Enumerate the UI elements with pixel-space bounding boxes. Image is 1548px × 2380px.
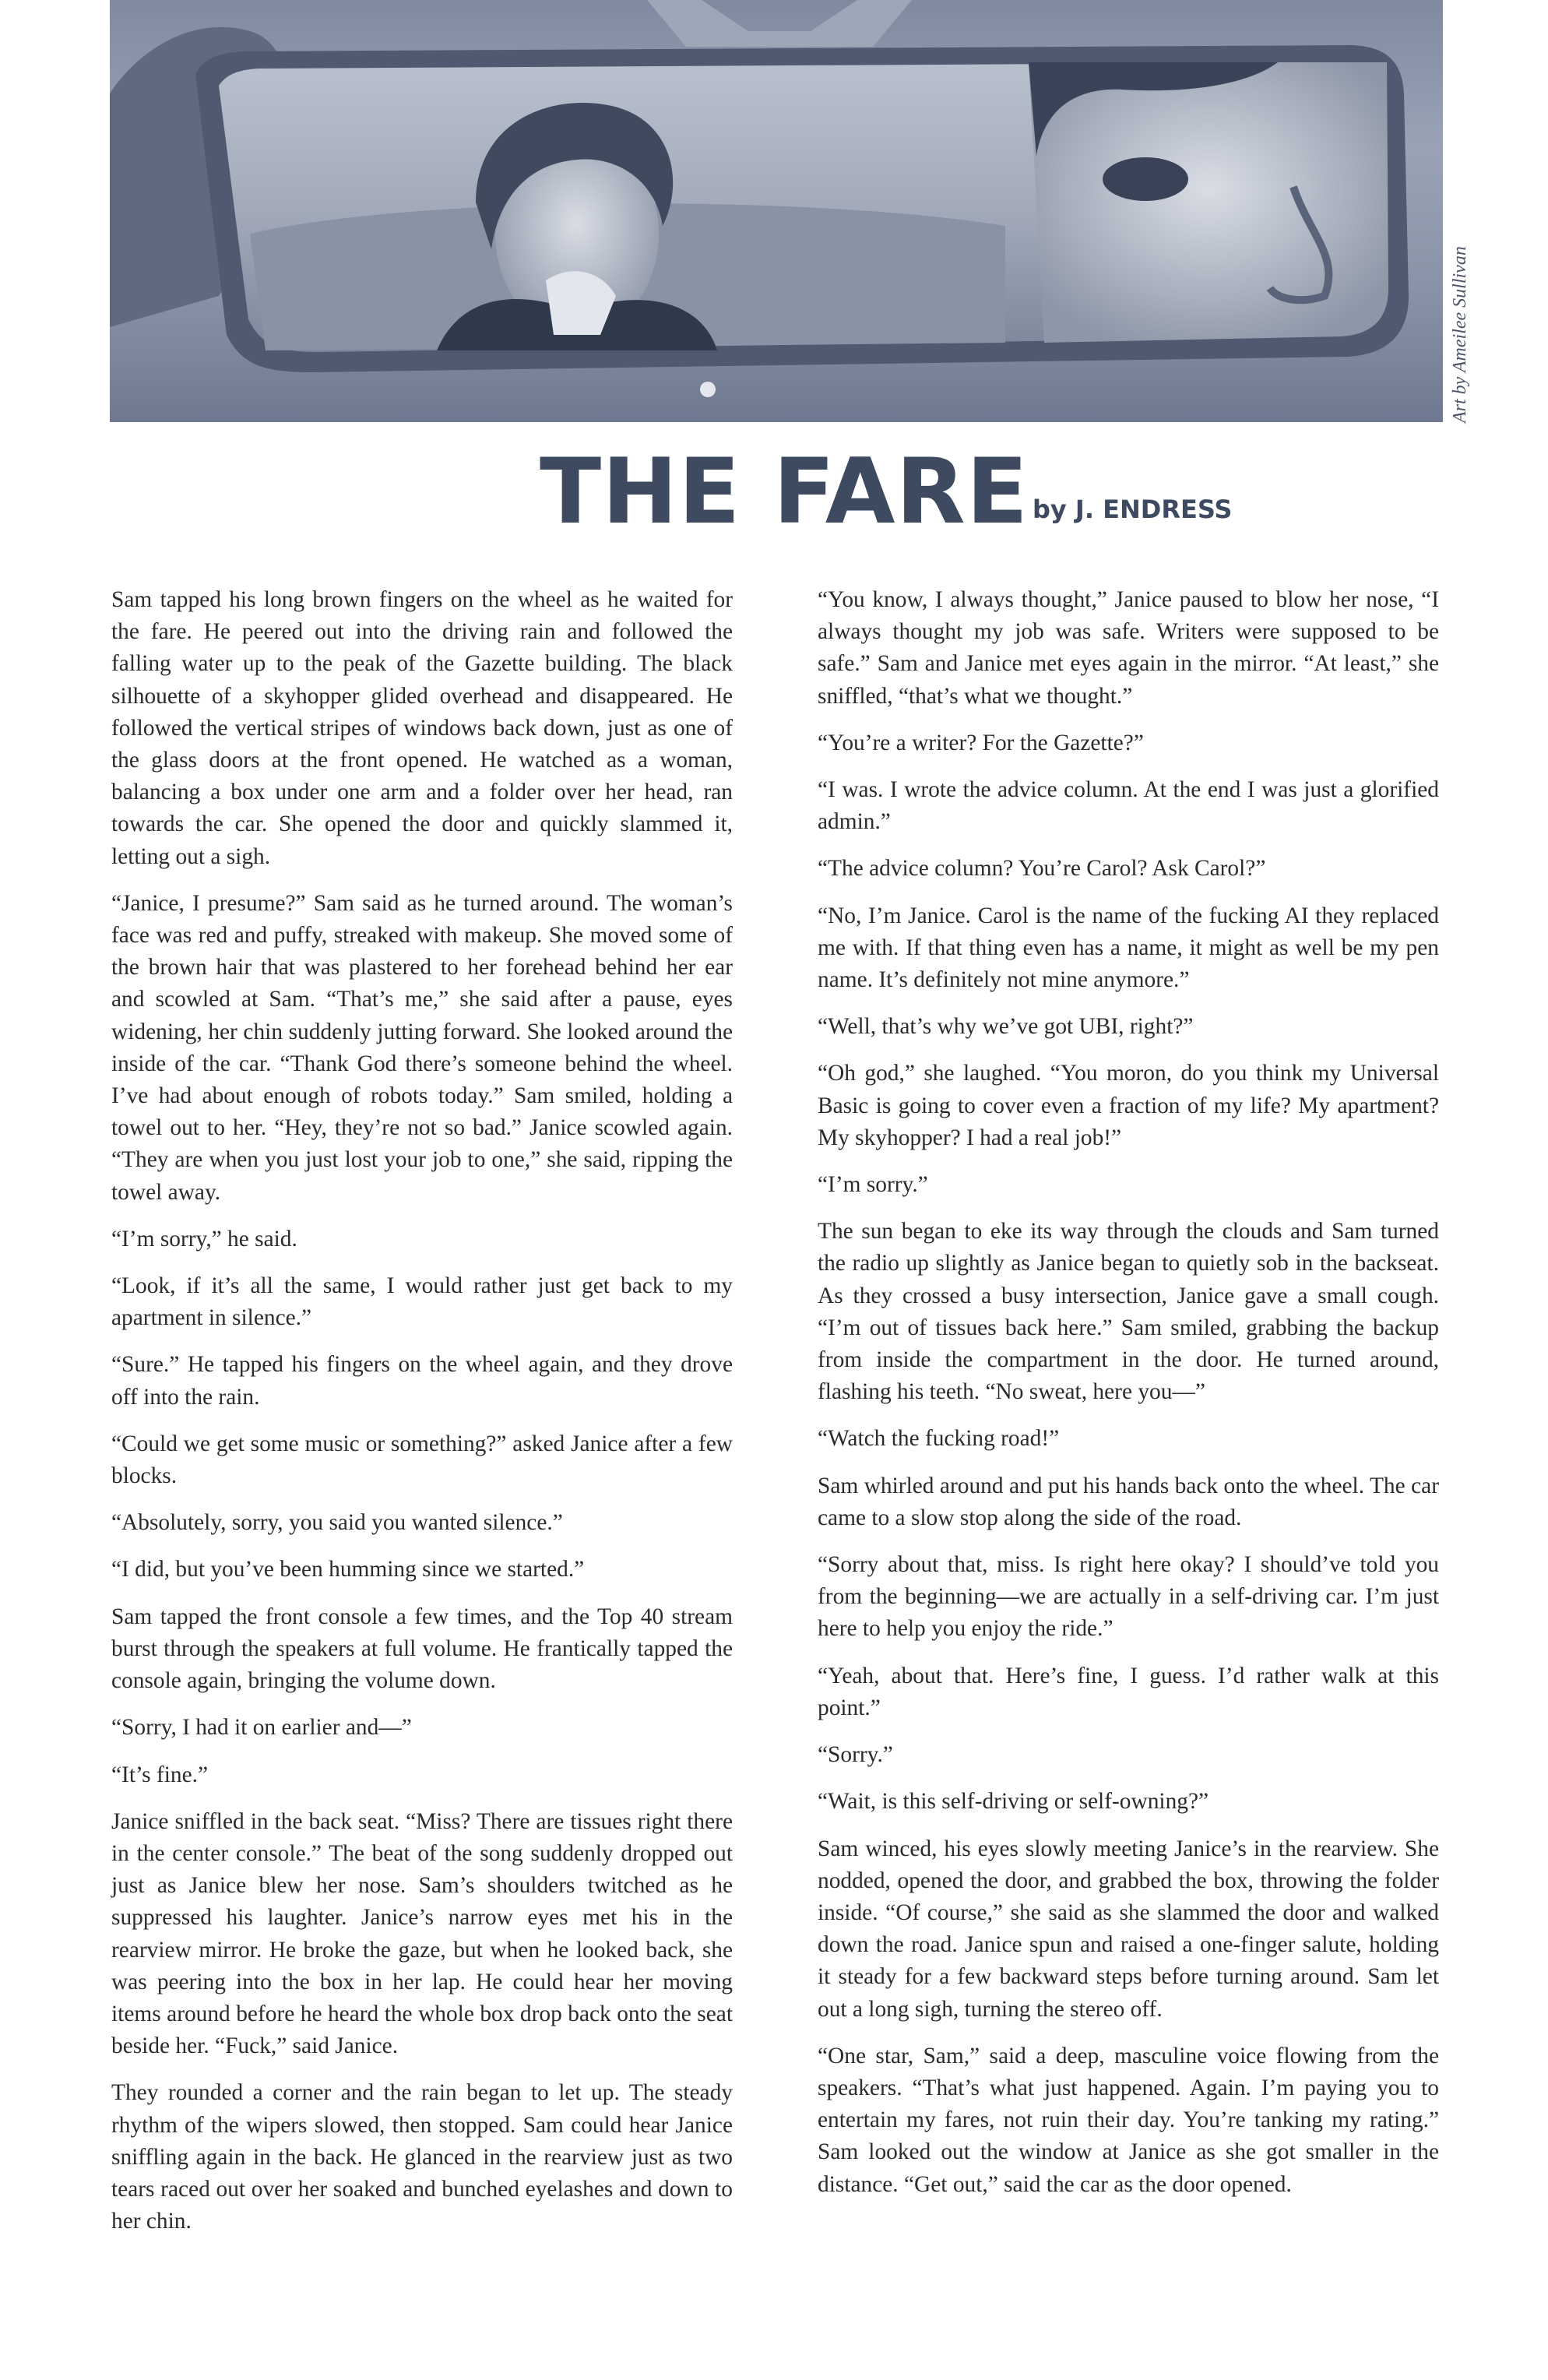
- paragraph: “I was. I wrote the advice column. At the end I was just a glorified admin.”: [818, 777, 1439, 835]
- paragraph: “You know, I always thought,” Janice paused to blow her nose, “I always thought my job was safe. Writers were supposed to be safe.” Sam and Janice met eyes again in the mirror. “At least,” she sniffled, “that’s what we thought.”: [818, 587, 1439, 709]
- header-illustration: [110, 0, 1443, 422]
- paragraph: They rounded a corner and the rain began to let up. The steady rhythm of the wipers slowed, then stopped. Sam could hear Janice sniffling again in the back. He glanced in the rearview just as two tears raced out over her soaked and bunched eyelashes and down to her chin.: [111, 2080, 733, 2234]
- mirror-sensor-dot: [700, 382, 716, 397]
- paragraph: “You’re a writer? For the Gazette?”: [818, 730, 1144, 755]
- paragraph: “Well, that’s why we’ve got UBI, right?”: [818, 1014, 1194, 1040]
- paragraph: “Absolutely, sorry, you said you wanted silence.”: [111, 1510, 563, 1536]
- left-column: [111, 584, 733, 2252]
- paragraph: “No, I’m Janice. Carol is the name of the fucking AI they replaced me with. If that thing even has a name, it might as well be my pen name. It’s definitely not mine anymore.”: [818, 903, 1439, 993]
- paragraph: “I’m sorry,” he said.: [111, 1226, 297, 1252]
- rearview-mirror-illustration: [110, 0, 1443, 422]
- paragraph: “Look, if it’s all the same, I would rather just get back to my apartment in silence.”: [111, 1273, 733, 1331]
- paragraph: Janice sniffled in the back seat. “Miss? There are tissues right there in the center console.” The beat of the song suddenly dropped out just as Janice blew her nose. Sam’s shoulders twitched as he suppressed his laughter. Janice’s narrow eyes met his in the rearview mirror. He broke the gaze, but when he looked back, she was peering into the box in her lap. He could hear her moving items around before he heard the whole box drop back onto the seat beside her. “Fuck,” said Janice.: [111, 1808, 733, 2059]
- paragraph: “Sorry about that, miss. Is right here okay? I should’ve told you from the beginning—we are actually in a self-driving car. I’m just here to help you enjoy the ride.”: [818, 1552, 1439, 1642]
- story-byline: by J. ENDRESS: [1033, 495, 1233, 524]
- paragraph: “I did, but you’ve been humming since we started.”: [111, 1557, 585, 1583]
- right-column: [818, 584, 1439, 2216]
- paragraph: “Watch the fucking road!”: [818, 1426, 1060, 1452]
- paragraph: “Sorry.”: [818, 1742, 893, 1768]
- paragraph: “Could we get some music or something?” asked Janice after a few blocks.: [111, 1431, 733, 1489]
- paragraph: “Oh god,” she laughed. “You moron, do you think my Universal Basic is going to cover even a fraction of my life? My apartment? My skyhopper? I had a real job!”: [818, 1061, 1439, 1150]
- paragraph: “Sure.” He tapped his fingers on the wheel again, and they drove off into the rain.: [111, 1352, 733, 1410]
- story-title: THE FARE: [540, 439, 1029, 544]
- paragraph: “Wait, is this self-driving or self-owning?”: [818, 1789, 1209, 1815]
- paragraph: “Janice, I presume?” Sam said as he turned around. The woman’s face was red and puffy, streaked with makeup. She moved some of the brown hair that was plastered to her forehead behind her ear and scowled at Sam. “That’s me,” she said after a pause, eyes widening, her chin suddenly jutting forward. She looked around the inside of the car. “Thank God there’s someone behind the wheel. I’ve had about enough of robots today.” Sam smiled, holding a towel out to her. “Hey, they’re not so bad.” Janice scowled again. “They are when you just lost your job to one,” she said, ripping the towel away.: [111, 890, 733, 1205]
- mirror-mount: [647, 0, 912, 47]
- paragraph: “The advice column? You’re Carol? Ask Carol?”: [818, 856, 1266, 882]
- paragraph: “Sorry, I had it on earlier and—”: [111, 1715, 412, 1741]
- paragraph: “It’s fine.”: [111, 1762, 209, 1787]
- paragraph: “I’m sorry.”: [818, 1172, 928, 1198]
- man-face: [1029, 62, 1388, 343]
- paragraph: Sam whirled around and put his hands back onto the wheel. The car came to a slow stop along the side of the road.: [818, 1473, 1439, 1530]
- paragraph: Sam tapped his long brown fingers on the wheel as he waited for the fare. He peered out into the driving rain and followed the falling water up to the peak of the Gazette building. The black silhouette of a skyhopper glided overhead and disappeared. He followed the vertical stripes of windows back down, just as one of the glass doors at the front opened. He watched as a woman, balancing a box under one arm and a folder over her head, ran towards the car. She opened the door and quickly slammed it, letting out a sigh.: [111, 587, 733, 869]
- paragraph: The sun began to eke its way through the clouds and Sam turned the radio up slightly as Janice began to quietly sob in the backseat. As they crossed a busy intersection, Janice gave a small cough. “I’m out of tissues back here.” Sam smiled, grabbing the backup from inside the compartment in the door. He turned around, flashing his teeth. “No sweat, here you—”: [818, 1219, 1439, 1405]
- art-credit-text: Art by Ameilee Sullivan: [1450, 246, 1470, 423]
- paragraph: Sam winced, his eyes slowly meeting Janice’s in the rearview. She nodded, opened the door, and grabbed the box, throwing the folder inside. “Of course,” she said as she slammed the door and walked down the road. Janice spun and raised a one-finger salute, holding it steady for a few backward steps before turning around. Sam let out a long sigh, turning the stereo off.: [818, 1836, 1439, 2022]
- art-credit: [1450, 201, 1469, 423]
- paragraph: “Yeah, about that. Here’s fine, I guess. I’d rather walk at this point.”: [818, 1663, 1439, 1720]
- man-eye: [1103, 157, 1188, 201]
- paragraph: Sam tapped the front console a few times, and the Top 40 stream burst through the speakers at full volume. He frantically tapped the console again, bringing the volume down.: [111, 1604, 733, 1694]
- title-block: [0, 439, 1548, 544]
- paragraph: “One star, Sam,” said a deep, masculine voice flowing from the speakers. “That’s what just happened. Again. I’m paying you to entertain my fares, not ruin their day. You’re tanking my rating.” Sam looked out the window at Janice as she got smaller in the distance. “Get out,” said the car as the door opened.: [818, 2043, 1439, 2197]
